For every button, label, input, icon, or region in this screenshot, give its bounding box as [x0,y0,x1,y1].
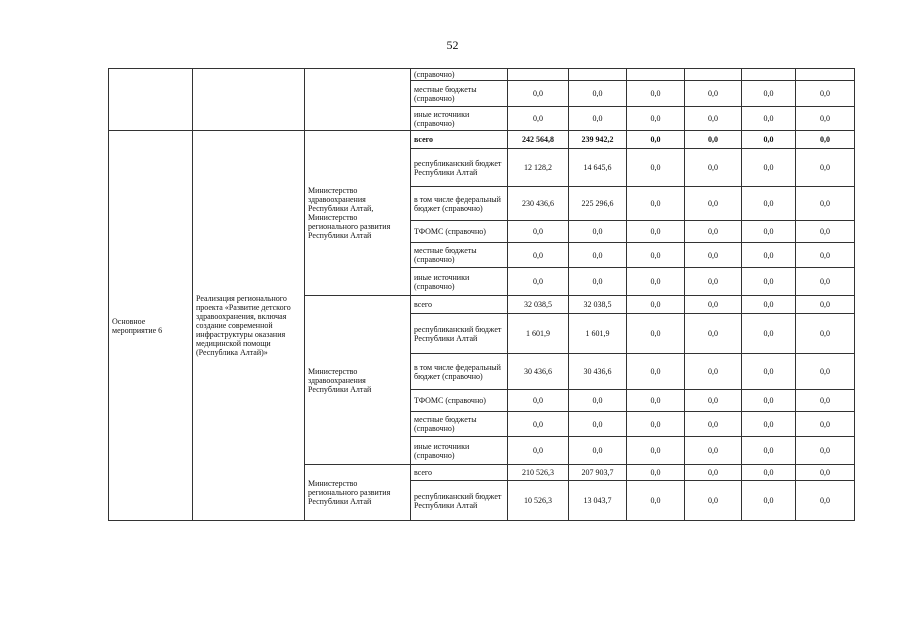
value-cell: 0,0 [685,131,742,149]
value-cell: 13 043,7 [569,481,627,521]
value-cell [742,69,796,81]
value-cell: 0,0 [685,221,742,243]
value-cell: 0,0 [627,243,685,268]
value-cell: 0,0 [569,107,627,131]
value-cell: 0,0 [627,81,685,107]
value-cell: 0,0 [569,268,627,296]
value-cell: 230 436,6 [508,187,569,221]
funding-source-cell: иные источники (справочно) [411,268,508,296]
executor-cell: Министерство здравоохранения Республики Алтай [305,296,411,465]
value-cell: 30 436,6 [569,354,627,390]
funding-source-cell: иные источники (справочно) [411,107,508,131]
value-cell [796,69,855,81]
value-cell: 0,0 [742,149,796,187]
value-cell: 30 436,6 [508,354,569,390]
value-cell: 0,0 [508,390,569,412]
value-cell: 0,0 [569,243,627,268]
value-cell: 0,0 [508,81,569,107]
value-cell: 0,0 [569,390,627,412]
value-cell: 0,0 [627,131,685,149]
value-cell: 32 038,5 [569,296,627,314]
value-cell [569,69,627,81]
value-cell: 0,0 [742,131,796,149]
value-cell: 0,0 [685,187,742,221]
value-cell: 0,0 [685,243,742,268]
value-cell: 0,0 [796,221,855,243]
value-cell: 0,0 [685,81,742,107]
value-cell: 0,0 [742,481,796,521]
value-cell: 0,0 [742,390,796,412]
value-cell: 0,0 [627,314,685,354]
value-cell: 0,0 [796,481,855,521]
funding-source-cell: всего [411,465,508,481]
value-cell: 0,0 [508,107,569,131]
value-cell: 239 942,2 [569,131,627,149]
value-cell: 0,0 [742,354,796,390]
value-cell: 0,0 [796,149,855,187]
table-row [109,69,855,81]
value-cell: 0,0 [627,412,685,437]
funding-source-cell: (справочно) [411,69,508,81]
value-cell: 0,0 [685,437,742,465]
value-cell: 0,0 [627,481,685,521]
funding-source-cell: местные бюджеты (справочно) [411,243,508,268]
value-cell: 207 903,7 [569,465,627,481]
executor-cell: Министерство регионального развития Республики Алтай [305,465,411,521]
funding-source-cell: местные бюджеты (справочно) [411,412,508,437]
executor-cell: Министерство здравоохранения Республики Алтай, Министерство регионального развития Республики Алтай [305,131,411,296]
funding-source-cell: всего [411,131,508,149]
funding-source-cell: местные бюджеты (справочно) [411,81,508,107]
value-cell: 0,0 [508,243,569,268]
value-cell: 0,0 [569,437,627,465]
funding-source-cell: в том числе федеральный бюджет (справочно) [411,187,508,221]
event-code-cell: Основное мероприятие 6 [109,131,193,521]
value-cell: 0,0 [796,268,855,296]
page-number: 52 [446,38,459,52]
value-cell: 0,0 [508,412,569,437]
value-cell: 0,0 [685,354,742,390]
value-cell: 0,0 [742,81,796,107]
value-cell: 0,0 [627,465,685,481]
value-cell: 0,0 [796,107,855,131]
value-cell: 0,0 [796,465,855,481]
value-cell: 0,0 [742,437,796,465]
value-cell: 0,0 [569,221,627,243]
value-cell: 0,0 [569,81,627,107]
event-code-cell [109,69,193,131]
value-cell: 1 601,9 [508,314,569,354]
value-cell: 0,0 [685,107,742,131]
value-cell: 0,0 [627,149,685,187]
value-cell: 0,0 [796,243,855,268]
value-cell: 14 645,6 [569,149,627,187]
value-cell: 0,0 [742,465,796,481]
funding-source-cell: всего [411,296,508,314]
value-cell: 0,0 [742,412,796,437]
value-cell: 0,0 [508,268,569,296]
value-cell: 0,0 [796,187,855,221]
budget-table [108,68,855,521]
value-cell [627,69,685,81]
funding-source-cell: в том числе федеральный бюджет (справочно) [411,354,508,390]
value-cell: 0,0 [685,481,742,521]
value-cell: 0,0 [627,107,685,131]
value-cell: 0,0 [685,268,742,296]
value-cell: 0,0 [796,314,855,354]
value-cell: 0,0 [742,268,796,296]
value-cell: 0,0 [796,390,855,412]
value-cell: 242 564,8 [508,131,569,149]
funding-source-cell: республиканский бюджет Республики Алтай [411,314,508,354]
value-cell: 0,0 [796,296,855,314]
value-cell: 0,0 [627,354,685,390]
funding-source-cell: иные источники (справочно) [411,437,508,465]
funding-source-cell: республиканский бюджет Республики Алтай [411,481,508,521]
value-cell: 0,0 [569,412,627,437]
value-cell: 0,0 [685,314,742,354]
value-cell: 0,0 [685,296,742,314]
value-cell: 0,0 [742,107,796,131]
value-cell: 12 128,2 [508,149,569,187]
value-cell: 0,0 [627,187,685,221]
value-cell [685,69,742,81]
value-cell: 0,0 [685,390,742,412]
value-cell: 0,0 [685,412,742,437]
value-cell: 0,0 [508,437,569,465]
value-cell: 0,0 [627,221,685,243]
value-cell: 0,0 [796,131,855,149]
value-cell: 225 296,6 [569,187,627,221]
value-cell: 0,0 [627,437,685,465]
funding-source-cell: республиканский бюджет Республики Алтай [411,149,508,187]
value-cell: 1 601,9 [569,314,627,354]
value-cell: 32 038,5 [508,296,569,314]
value-cell: 0,0 [796,354,855,390]
value-cell: 0,0 [796,437,855,465]
value-cell: 0,0 [627,390,685,412]
funding-source-cell: ТФОМС (справочно) [411,221,508,243]
value-cell: 0,0 [742,296,796,314]
value-cell: 0,0 [742,187,796,221]
value-cell [508,69,569,81]
value-cell: 0,0 [627,296,685,314]
value-cell: 0,0 [685,149,742,187]
funding-source-cell: ТФОМС (справочно) [411,390,508,412]
table-row [109,131,855,149]
value-cell: 0,0 [742,314,796,354]
value-cell: 0,0 [742,243,796,268]
value-cell: 210 526,3 [508,465,569,481]
event-title-cell: Реализация регионального проекта «Развитие детского здравоохранения, включая создание современной инфраструктуры оказания медицинской помощи (Республика Алтай)» [193,131,305,521]
value-cell: 0,0 [508,221,569,243]
value-cell: 0,0 [627,268,685,296]
value-cell: 0,0 [685,465,742,481]
value-cell: 10 526,3 [508,481,569,521]
value-cell: 0,0 [796,81,855,107]
event-title-cell [193,69,305,131]
value-cell: 0,0 [742,221,796,243]
value-cell: 0,0 [796,412,855,437]
executor-cell [305,69,411,131]
